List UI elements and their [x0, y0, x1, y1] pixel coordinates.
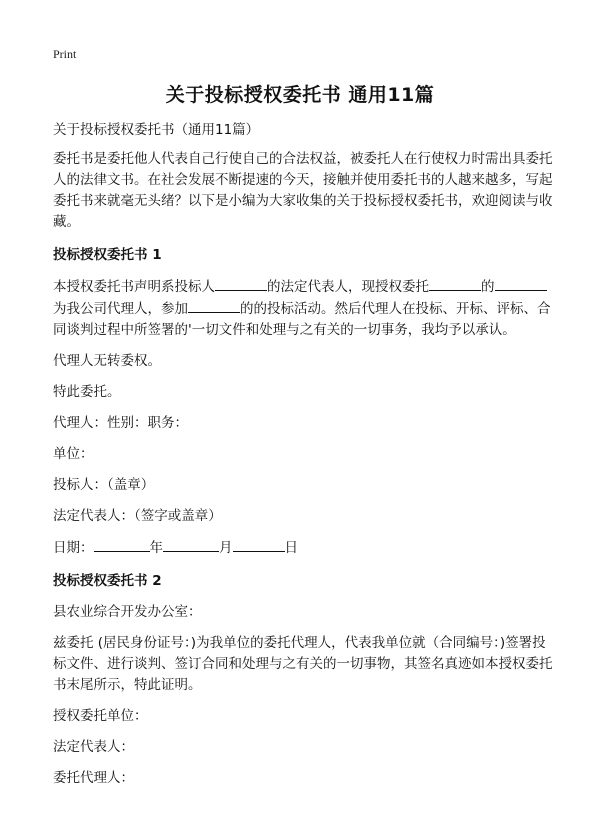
year-blank — [94, 537, 150, 552]
year-label: 年 — [149, 540, 163, 556]
declaration-text-d: 为我公司代理人，参加 — [53, 301, 188, 317]
bidder-seal-line: 投标人：（盖章） — [53, 477, 155, 493]
declaration-text-e: 的的投标活动。然后代理人在投标、开标、评标、合同谈判过程中所签署的'一切文件和处理与之有关的一切事务，我均予以承认。 — [53, 301, 551, 338]
section2-body: 兹委托 (居民身份证号：)为我单位的委托代理人，代表我单位就（合同编号：)签署投标文件、进行谈判、签订合同和处理与之有关的一切事物，其签名真迹如本授权委托书末尾所示，特此证明。 — [53, 635, 553, 693]
day-blank — [233, 537, 285, 552]
section2-agent-line: 委托代理人： — [53, 770, 134, 786]
document-body — [53, 120, 553, 799]
date-line — [53, 537, 553, 559]
section2-heading: 投标授权委托书 2 — [53, 573, 162, 589]
print-link[interactable]: Print — [53, 47, 77, 61]
day-label: 日 — [284, 540, 298, 556]
project-blank — [188, 298, 240, 313]
section2-addressee: 县农业综合开发办公室： — [53, 604, 202, 620]
agent-blank — [495, 276, 547, 291]
delegate-blank — [429, 276, 481, 291]
special-authorization-line: 特此委托。 — [53, 384, 121, 400]
unit-line: 单位： — [53, 446, 94, 462]
authorizing-unit-line: 授权委托单位： — [53, 708, 148, 724]
section1-declaration — [53, 276, 553, 341]
document-title: 关于投标授权委托书 通用11篇 — [165, 84, 435, 106]
declaration-text-c: 的 — [481, 279, 495, 295]
date-label: 日期： — [53, 540, 94, 556]
legal-rep-line: 法定代表人：（签字或盖章） — [53, 508, 222, 524]
section2-legal-rep-line: 法定代表人： — [53, 739, 134, 755]
declaration-text-b: 的法定代表人，现授权委托 — [267, 279, 429, 295]
agent-info-line: 代理人：性别：职务： — [53, 415, 188, 431]
document-subtitle: 关于投标授权委托书（通用11篇） — [53, 122, 260, 138]
no-transfer-line: 代理人无转委权。 — [53, 353, 161, 369]
month-blank — [163, 537, 219, 552]
section1-heading: 投标授权委托书 1 — [53, 247, 162, 263]
bidder-blank — [215, 276, 267, 291]
declaration-text-a: 本授权委托书声明系投标人 — [53, 279, 215, 295]
intro-paragraph: 委托书是委托他人代表自己行使自己的合法权益，被委托人在行使权力时需出具委托人的法律文书。在社会发展不断提速的今天，接触并使用委托书的人越来越多，写起委托书来就毫无头绪？以下是小编为大家收集的关于投标授权委托书，欢迎阅读与收藏。 — [53, 151, 553, 230]
month-label: 月 — [219, 540, 233, 556]
